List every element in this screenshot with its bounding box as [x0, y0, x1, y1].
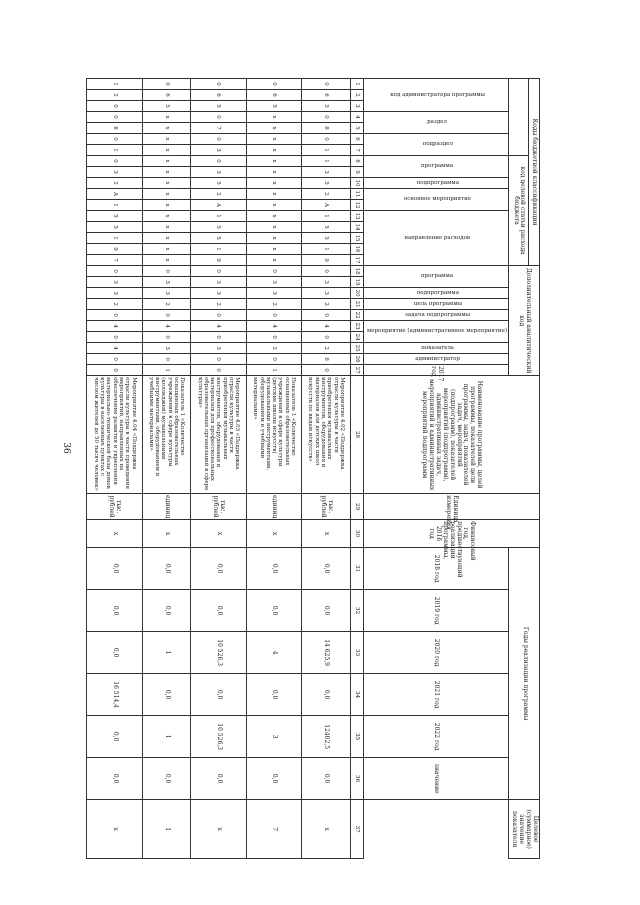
code-digit-cell: х: [246, 167, 302, 178]
column-number-cell: 8: [350, 156, 363, 167]
row-year-value-cell: 0,0: [142, 590, 190, 632]
code-digit-cell: 3: [302, 288, 350, 299]
code-digit-cell: х: [142, 134, 190, 145]
column-number-cell: 12: [350, 200, 363, 211]
code-digit-cell: х: [246, 211, 302, 222]
code-digit-cell: 1: [302, 211, 350, 222]
code-digit-cell: х: [142, 156, 190, 167]
code-digit-cell: 0: [191, 112, 247, 123]
code-digit-cell: 6: [302, 90, 350, 101]
code-digit-cell: 1: [87, 79, 143, 90]
code-digit-cell: х: [246, 145, 302, 156]
column-number-cell: 25: [350, 343, 363, 354]
row-name-cell: Мероприятие 4.04 «Поддержка отрасли культуры в части проведения мероприятий, направленных на обеспечение развития и укрепления материально-технической базы домов культуры в населенных пунктах с числом жителей до 50 тысяч человек»: [87, 376, 143, 494]
code-digit-cell: 3: [191, 145, 247, 156]
row-total-cell: х: [191, 800, 247, 859]
table-row: [191, 79, 247, 859]
code-digit-cell: 0: [191, 79, 247, 90]
row-total-cell: х: [302, 800, 350, 859]
row-year-value-cell: 0,0: [142, 548, 190, 590]
row-year-value-cell: 0,0: [191, 674, 247, 716]
code-digit-cell: 0: [191, 365, 247, 376]
code-digit-cell: 0: [87, 101, 143, 112]
row-name-cell: Мероприятие 4.02 «Поддержка отрасли культуры в части приобретения музыкальных инструментов, оборудования и материалов для детских школ искусств по видам искусств»: [302, 376, 350, 494]
row-unit-cell: тыс. рублей: [87, 494, 143, 520]
column-number-cell: 13: [350, 211, 363, 222]
total-value-header: Целевое (суммарное) значение показателя: [509, 800, 540, 859]
code-digit-cell: 0: [142, 310, 190, 321]
code-digit-cell: 5: [302, 233, 350, 244]
table-row: [142, 79, 190, 859]
code-digit-cell: 5: [302, 178, 350, 189]
code-digit-cell: 2: [142, 299, 190, 310]
code-digit-cell: 4: [87, 321, 143, 332]
code-subsection-header: подраздел: [363, 134, 509, 156]
code-digit-cell: 0: [191, 266, 247, 277]
code-digit-cell: 2: [87, 299, 143, 310]
code-digit-cell: 0: [191, 310, 247, 321]
code-digit-cell: 1: [87, 233, 143, 244]
column-number-cell: 14: [350, 222, 363, 233]
code-digit-cell: 5: [87, 211, 143, 222]
table-row: [246, 79, 302, 859]
row-year-value-cell: 0,0: [191, 548, 247, 590]
code-digit-cell: х: [142, 145, 190, 156]
code-digit-cell: 3: [246, 277, 302, 288]
code-digit-cell: 3: [191, 288, 247, 299]
column-number-cell: 10: [350, 178, 363, 189]
code-digit-cell: х: [246, 233, 302, 244]
code-digit-cell: 1: [87, 200, 143, 211]
code-digit-cell: 0: [87, 156, 143, 167]
code-digit-cell: 5: [302, 222, 350, 233]
column-number-cell: 1: [350, 79, 363, 90]
row-year-value-cell: 0,0: [302, 548, 350, 590]
code-digit-cell: 2: [191, 189, 247, 200]
column-number-cell: 21: [350, 299, 363, 310]
code-digit-cell: 0: [191, 156, 247, 167]
column-number-cell: 34: [350, 674, 363, 716]
code-digit-cell: х: [246, 112, 302, 123]
column-number-cell: 7: [350, 145, 363, 156]
code-digit-cell: 0: [142, 354, 190, 365]
row-year-value-cell: 0,0: [87, 548, 143, 590]
code-digit-cell: 0: [87, 354, 143, 365]
row-year-value-cell: 0,0: [142, 758, 190, 800]
code-digit-cell: 3: [87, 277, 143, 288]
row-year-value-cell: 0,0: [246, 674, 302, 716]
code-digit-cell: 2: [246, 343, 302, 354]
column-number-cell: 5: [350, 123, 363, 134]
code-section-header: раздел: [363, 112, 509, 134]
column-number-cell: 6: [350, 134, 363, 145]
budget-classification-header: Коды бюджетной классификации: [528, 79, 539, 266]
code-digit-cell: 5: [191, 101, 247, 112]
column-number-cell: 33: [350, 632, 363, 674]
code-digit-cell: 5: [87, 222, 143, 233]
finance-year-header: Финансовый год, предшествующий реализации программы, 2016 год: [363, 520, 539, 548]
code-digit-cell: 0: [246, 310, 302, 321]
analytic-indicator-header: показатель: [363, 343, 509, 354]
column-number-cell: 20: [350, 288, 363, 299]
code-digit-cell: х: [142, 200, 190, 211]
code-digit-cell: 3: [142, 343, 190, 354]
column-number-cell: 18: [350, 266, 363, 277]
code-digit-cell: 9: [87, 244, 143, 255]
code-digit-cell: 0: [302, 112, 350, 123]
column-number-cell: 15: [350, 233, 363, 244]
code-digit-cell: 9: [302, 255, 350, 266]
code-digit-cell: 3: [302, 167, 350, 178]
code-digit-cell: 3: [142, 277, 190, 288]
code-digit-cell: 0: [87, 332, 143, 343]
analytic-program-header: программа: [363, 266, 509, 288]
column-number-cell: 28: [350, 376, 363, 494]
column-number-cell: 16: [350, 244, 363, 255]
code-digit-cell: 0: [142, 332, 190, 343]
code-digit-cell: 6: [246, 90, 302, 101]
code-digit-cell: 0: [246, 79, 302, 90]
code-digit-cell: A: [87, 189, 143, 200]
row-year-value-cell: 0,0: [302, 758, 350, 800]
row-year-value-cell: 10 526,3: [191, 716, 247, 758]
code-digit-cell: х: [246, 200, 302, 211]
code-digit-cell: 0: [302, 79, 350, 90]
code-digit-cell: 0: [246, 266, 302, 277]
row-unit-cell: тыс. рублей: [191, 494, 247, 520]
rotated-table-wrapper: [90, 78, 540, 858]
year-2017-header: 2017 год: [363, 365, 509, 376]
code-digit-cell: х: [142, 244, 190, 255]
column-number-cell: 27: [350, 365, 363, 376]
code-digit-cell: х: [246, 123, 302, 134]
row-year-value-cell: 0,0: [191, 758, 247, 800]
code-digit-cell: A: [191, 200, 247, 211]
code-digit-cell: 8: [302, 123, 350, 134]
column-number-cell: 30: [350, 520, 363, 548]
column-number-cell: 19: [350, 277, 363, 288]
row-year-value-cell: 0,0: [87, 716, 143, 758]
code-spacer-header: [509, 79, 528, 156]
code-digit-cell: 0: [246, 354, 302, 365]
column-number-cell: 22: [350, 310, 363, 321]
code-program-header: программа: [363, 156, 509, 178]
row-year-value-cell: 0,0: [302, 674, 350, 716]
total-sub-header: значение: [363, 758, 509, 800]
code-digit-cell: 0: [87, 112, 143, 123]
code-digit-cell: 0: [142, 79, 190, 90]
analytic-goal-header: цель программы: [363, 299, 509, 310]
code-digit-cell: х: [246, 134, 302, 145]
code-digit-cell: 1: [302, 244, 350, 255]
code-digit-cell: 6: [191, 90, 247, 101]
column-number-cell: 26: [350, 354, 363, 365]
row-year-value-cell: 1: [142, 716, 190, 758]
code-main-event-header: основное мероприятие: [363, 189, 509, 211]
code-digit-cell: 0: [191, 332, 247, 343]
code-digit-cell: 1: [302, 145, 350, 156]
code-digit-cell: х: [142, 167, 190, 178]
row-finance-cell: х: [302, 520, 350, 548]
code-digit-cell: 4: [191, 321, 247, 332]
code-digit-cell: 6: [142, 90, 190, 101]
code-digit-cell: 5: [142, 101, 190, 112]
row-year-value-cell: 0,0: [142, 674, 190, 716]
row-year-value-cell: 0,0: [87, 758, 143, 800]
code-digit-cell: 2: [87, 90, 143, 101]
code-digit-cell: х: [246, 244, 302, 255]
column-number-cell: 17: [350, 255, 363, 266]
code-digit-cell: 0: [191, 134, 247, 145]
row-year-value-cell: 14 625,9: [302, 632, 350, 674]
row-year-value-cell: 0,0: [302, 590, 350, 632]
column-number-cell: 11: [350, 189, 363, 200]
row-name-cell: Показатель 1 «Количество оснащенных образовательных учреждений в сфере культуры (колледжей) музыкальными инструментами, оборудованием и учебными материалами»: [142, 376, 190, 494]
analytic-task-header: задача подпрограммы: [363, 310, 509, 321]
page-number: 36: [61, 442, 71, 454]
row-unit-cell: единиц: [142, 494, 190, 520]
column-number-cell: 24: [350, 332, 363, 343]
code-digit-cell: 5: [191, 222, 247, 233]
code-digit-cell: х: [142, 211, 190, 222]
code-digit-cell: 5: [302, 101, 350, 112]
analytic-subprogram-header: подпрограмма: [363, 288, 509, 299]
column-number-cell: 35: [350, 716, 363, 758]
column-number-cell: 31: [350, 548, 363, 590]
code-digit-cell: 5: [191, 178, 247, 189]
code-digit-cell: 0: [302, 134, 350, 145]
row-year-value-cell: 10 526,3: [191, 632, 247, 674]
row-year-value-cell: 0,0: [191, 590, 247, 632]
code-digit-cell: 7: [87, 255, 143, 266]
code-digit-cell: 3: [142, 288, 190, 299]
row-year-value-cell: 0,0: [87, 632, 143, 674]
code-digit-cell: 4: [142, 321, 190, 332]
code-digit-cell: х: [142, 178, 190, 189]
code-digit-cell: 4: [302, 321, 350, 332]
table-row: [87, 79, 143, 859]
code-digit-cell: х: [246, 255, 302, 266]
code-digit-cell: 0: [246, 332, 302, 343]
row-finance-cell: х: [142, 520, 190, 548]
row-year-value-cell: 4: [246, 632, 302, 674]
column-number-cell: 2: [350, 90, 363, 101]
code-digit-cell: 2: [246, 299, 302, 310]
row-finance-cell: х: [87, 520, 143, 548]
code-digit-cell: 3: [87, 167, 143, 178]
code-digit-cell: х: [142, 255, 190, 266]
row-total-cell: 1: [142, 800, 190, 859]
row-year-value-cell: 0,0: [246, 548, 302, 590]
code-digit-cell: х: [142, 189, 190, 200]
code-digit-cell: 3: [246, 288, 302, 299]
code-digit-cell: 0: [87, 310, 143, 321]
code-digit-cell: 2: [191, 299, 247, 310]
column-number-cell: 3: [350, 101, 363, 112]
code-digit-cell: A: [302, 200, 350, 211]
code-digit-cell: 0: [87, 365, 143, 376]
expense-group-header: код целевой статьи расхода бюджета: [509, 156, 528, 266]
code-digit-cell: 5: [246, 101, 302, 112]
column-number-cell: 36: [350, 758, 363, 800]
code-digit-cell: х: [246, 178, 302, 189]
row-name-cell: Показатель 1 «Количество оснащенных образовательных учреждений в сфере культуры (детские школы искусств) музыкальными инструментами, оборудованием и учебными материалами»: [246, 376, 302, 494]
code-digit-cell: 0: [302, 310, 350, 321]
code-digit-cell: 3: [191, 167, 247, 178]
code-digit-cell: 8: [302, 354, 350, 365]
name-column-header: Наименование программы, целей программы, показателей цели программы, задач, показателей задач, мероприятий (подпрограмм), показателей мероприятий (подпрограмм), административных задач, мероприятий и административных мероприятий подпрограмм: [363, 376, 539, 494]
column-number-cell: 37: [350, 800, 363, 859]
row-year-value-cell: 0,0: [87, 590, 143, 632]
year-2020-header: 2020 год: [363, 632, 509, 674]
row-name-cell: Мероприятие 4.03 «Поддержка отрасли культуры в части приобретения музыкальных инструментов, оборудования и материалов для профессиональных образовательных организаций в сфере культуры»: [191, 376, 247, 494]
code-digit-cell: 2: [302, 189, 350, 200]
code-digit-cell: 0: [87, 266, 143, 277]
code-digit-cell: х: [246, 189, 302, 200]
code-digit-cell: 1: [302, 156, 350, 167]
year-2019-header: 2019 год: [363, 590, 509, 632]
year-2022-header: 2022 год: [363, 716, 509, 758]
analytic-administrator-header: администратор: [363, 354, 509, 365]
code-digit-cell: 1: [191, 211, 247, 222]
code-digit-cell: х: [142, 123, 190, 134]
row-year-value-cell: 0,0: [246, 590, 302, 632]
code-digit-cell: 3: [191, 277, 247, 288]
code-digit-cell: 4: [87, 343, 143, 354]
code-digit-cell: 1: [191, 244, 247, 255]
row-year-value-cell: 1: [142, 632, 190, 674]
table-row: [302, 79, 350, 859]
code-digit-cell: х: [142, 112, 190, 123]
program-table: [86, 78, 540, 859]
code-subprogram-header: подпрограмма: [363, 178, 509, 189]
column-number-row: [350, 79, 363, 859]
column-number-cell: 29: [350, 494, 363, 520]
code-digit-cell: 0: [302, 332, 350, 343]
year-2018-header: 2018 год: [363, 548, 509, 590]
code-digit-cell: 7: [191, 123, 247, 134]
code-direction-header: направление расходов: [363, 211, 509, 266]
code-digit-cell: 2: [87, 178, 143, 189]
row-total-cell: х: [87, 800, 143, 859]
code-digit-cell: 9: [191, 255, 247, 266]
code-digit-cell: х: [142, 222, 190, 233]
code-digit-cell: 0: [87, 134, 143, 145]
code-admin-header: код администратора программы: [363, 79, 509, 112]
code-digit-cell: 3: [191, 343, 247, 354]
years-header: Годы реализации программы: [509, 548, 540, 800]
column-number-cell: 32: [350, 590, 363, 632]
code-digit-cell: 1: [142, 365, 190, 376]
table-body: [87, 79, 350, 859]
column-number-cell: 23: [350, 321, 363, 332]
year-2021-header: 2021 год: [363, 674, 509, 716]
row-year-value-cell: 3: [246, 716, 302, 758]
column-number-cell: 4: [350, 112, 363, 123]
code-digit-cell: 1: [246, 365, 302, 376]
code-digit-cell: х: [246, 156, 302, 167]
code-digit-cell: 0: [191, 354, 247, 365]
unit-column-header: Единица измерения: [363, 494, 539, 520]
code-digit-cell: 2: [302, 343, 350, 354]
analytic-event-header: мероприятие (административное мероприятие): [363, 321, 509, 343]
code-digit-cell: х: [246, 222, 302, 233]
row-unit-cell: единиц: [246, 494, 302, 520]
code-digit-cell: 0: [302, 266, 350, 277]
code-digit-cell: 8: [87, 123, 143, 134]
row-finance-cell: х: [191, 520, 247, 548]
row-total-cell: 7: [246, 800, 302, 859]
row-finance-cell: х: [246, 520, 302, 548]
row-year-value-cell: 12402,5: [302, 716, 350, 758]
code-digit-cell: 3: [87, 288, 143, 299]
code-digit-cell: 0: [302, 365, 350, 376]
code-digit-cell: 0: [142, 266, 190, 277]
code-digit-cell: х: [142, 233, 190, 244]
column-number-cell: 9: [350, 167, 363, 178]
row-year-value-cell: 0,0: [246, 758, 302, 800]
row-unit-cell: тыс. рублей: [302, 494, 350, 520]
code-digit-cell: 1: [87, 145, 143, 156]
code-digit-cell: 3: [302, 277, 350, 288]
row-year-value-cell: 16 514,4: [87, 674, 143, 716]
analytic-code-header: Дополнительный аналитический код: [509, 266, 540, 376]
code-digit-cell: 5: [191, 233, 247, 244]
code-digit-cell: 2: [302, 299, 350, 310]
code-digit-cell: 4: [246, 321, 302, 332]
